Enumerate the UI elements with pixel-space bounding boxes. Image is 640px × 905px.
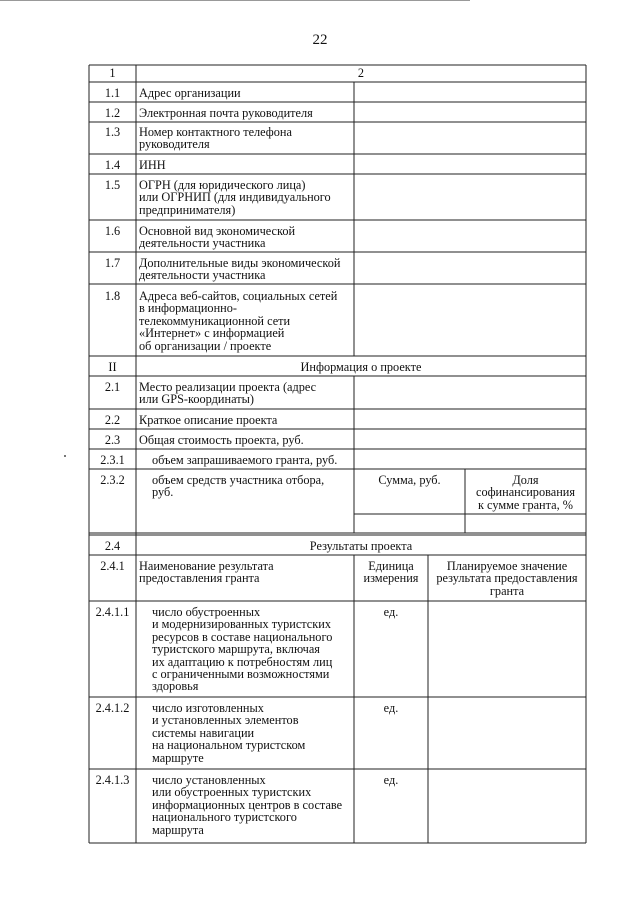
result-number: 2.4.1.2 — [95, 701, 130, 715]
row-label: Основной вид экономической деятельности участника — [139, 224, 296, 251]
row-label: Электронная почта руководителя — [139, 106, 313, 120]
result-number: 2.4.1.3 — [95, 773, 130, 787]
result-unit: ед. — [383, 701, 399, 715]
row-number: 1.2 — [104, 106, 121, 120]
row-label: ОГРН (для юридического лица) или ОГРНИП (для индивидуального предпринимателя) — [139, 178, 331, 217]
result-unit: ед. — [383, 773, 399, 787]
row-number: 2.3.1 — [100, 453, 125, 467]
row-label: Общая стоимость проекта, руб. — [139, 433, 304, 447]
header-col2: 2 — [357, 66, 365, 80]
section-title: Информация о проекте — [300, 360, 422, 374]
row-number: 2.3.2 — [100, 473, 125, 487]
result-number: 2.4.1.1 — [95, 605, 130, 619]
row-number: 1.8 — [104, 289, 121, 303]
row-label: Место реализации проекта (адрес или GPS-координаты) — [139, 380, 317, 407]
row-number: 2.2 — [104, 413, 121, 427]
row-label: Дополнительные виды экономической деятельности участника — [139, 256, 341, 283]
results-header-planned: Планируемое значение результата предоставления гранта — [436, 559, 578, 598]
sum-label: Сумма, руб. — [378, 473, 441, 487]
result-name: число изготовленных и установленных элементов системы навигации на национальном туристском маршруте — [152, 701, 306, 765]
result-unit: ед. — [383, 605, 399, 619]
results-header-unit: Единица измерения — [363, 559, 419, 586]
section-title: Результаты проекта — [309, 539, 413, 553]
share-label: Доля софинансирования к сумме гранта, % — [475, 473, 576, 512]
row-number: 2.3 — [104, 433, 121, 447]
results-header-number: 2.4.1 — [100, 559, 125, 573]
section-number: 2.4 — [104, 539, 121, 553]
header-col1: 1 — [109, 66, 116, 80]
row-label: объем средств участника отбора, руб. — [152, 473, 325, 500]
section-number: II — [108, 360, 117, 374]
page-number: 22 — [312, 32, 328, 48]
row-number: 1.6 — [104, 224, 121, 238]
row-label: Номер контактного телефона руководителя — [139, 125, 292, 152]
row-number: 2.1 — [104, 380, 121, 394]
row-label: ИНН — [139, 158, 166, 172]
result-name: число обустроенных и модернизированных туристских ресурсов в составе национального туристского маршрута, включая их адаптацию к потребностям лиц с ограниченными возможностями здоровья — [152, 605, 333, 694]
row-number: 1.5 — [104, 178, 121, 192]
row-number: 1.4 — [104, 158, 121, 172]
row-label: Адреса веб-сайтов, социальных сетей в информационно- телекоммуникационной сети «Интернет» с информацией об организации / проекте — [139, 289, 338, 353]
row-number: 1.3 — [104, 125, 121, 139]
row-number: 1.7 — [104, 256, 121, 270]
results-header-name: Наименование результата предоставления гранта — [139, 559, 274, 586]
result-name: число установленных или обустроенных туристских информационных центров в составе национального туристского маршрута — [152, 773, 343, 837]
row-label: объем запрашиваемого гранта, руб. — [152, 453, 338, 467]
row-number: 1.1 — [104, 86, 121, 100]
row-label: Адрес организации — [139, 86, 241, 100]
row-label: Краткое описание проекта — [139, 413, 278, 427]
